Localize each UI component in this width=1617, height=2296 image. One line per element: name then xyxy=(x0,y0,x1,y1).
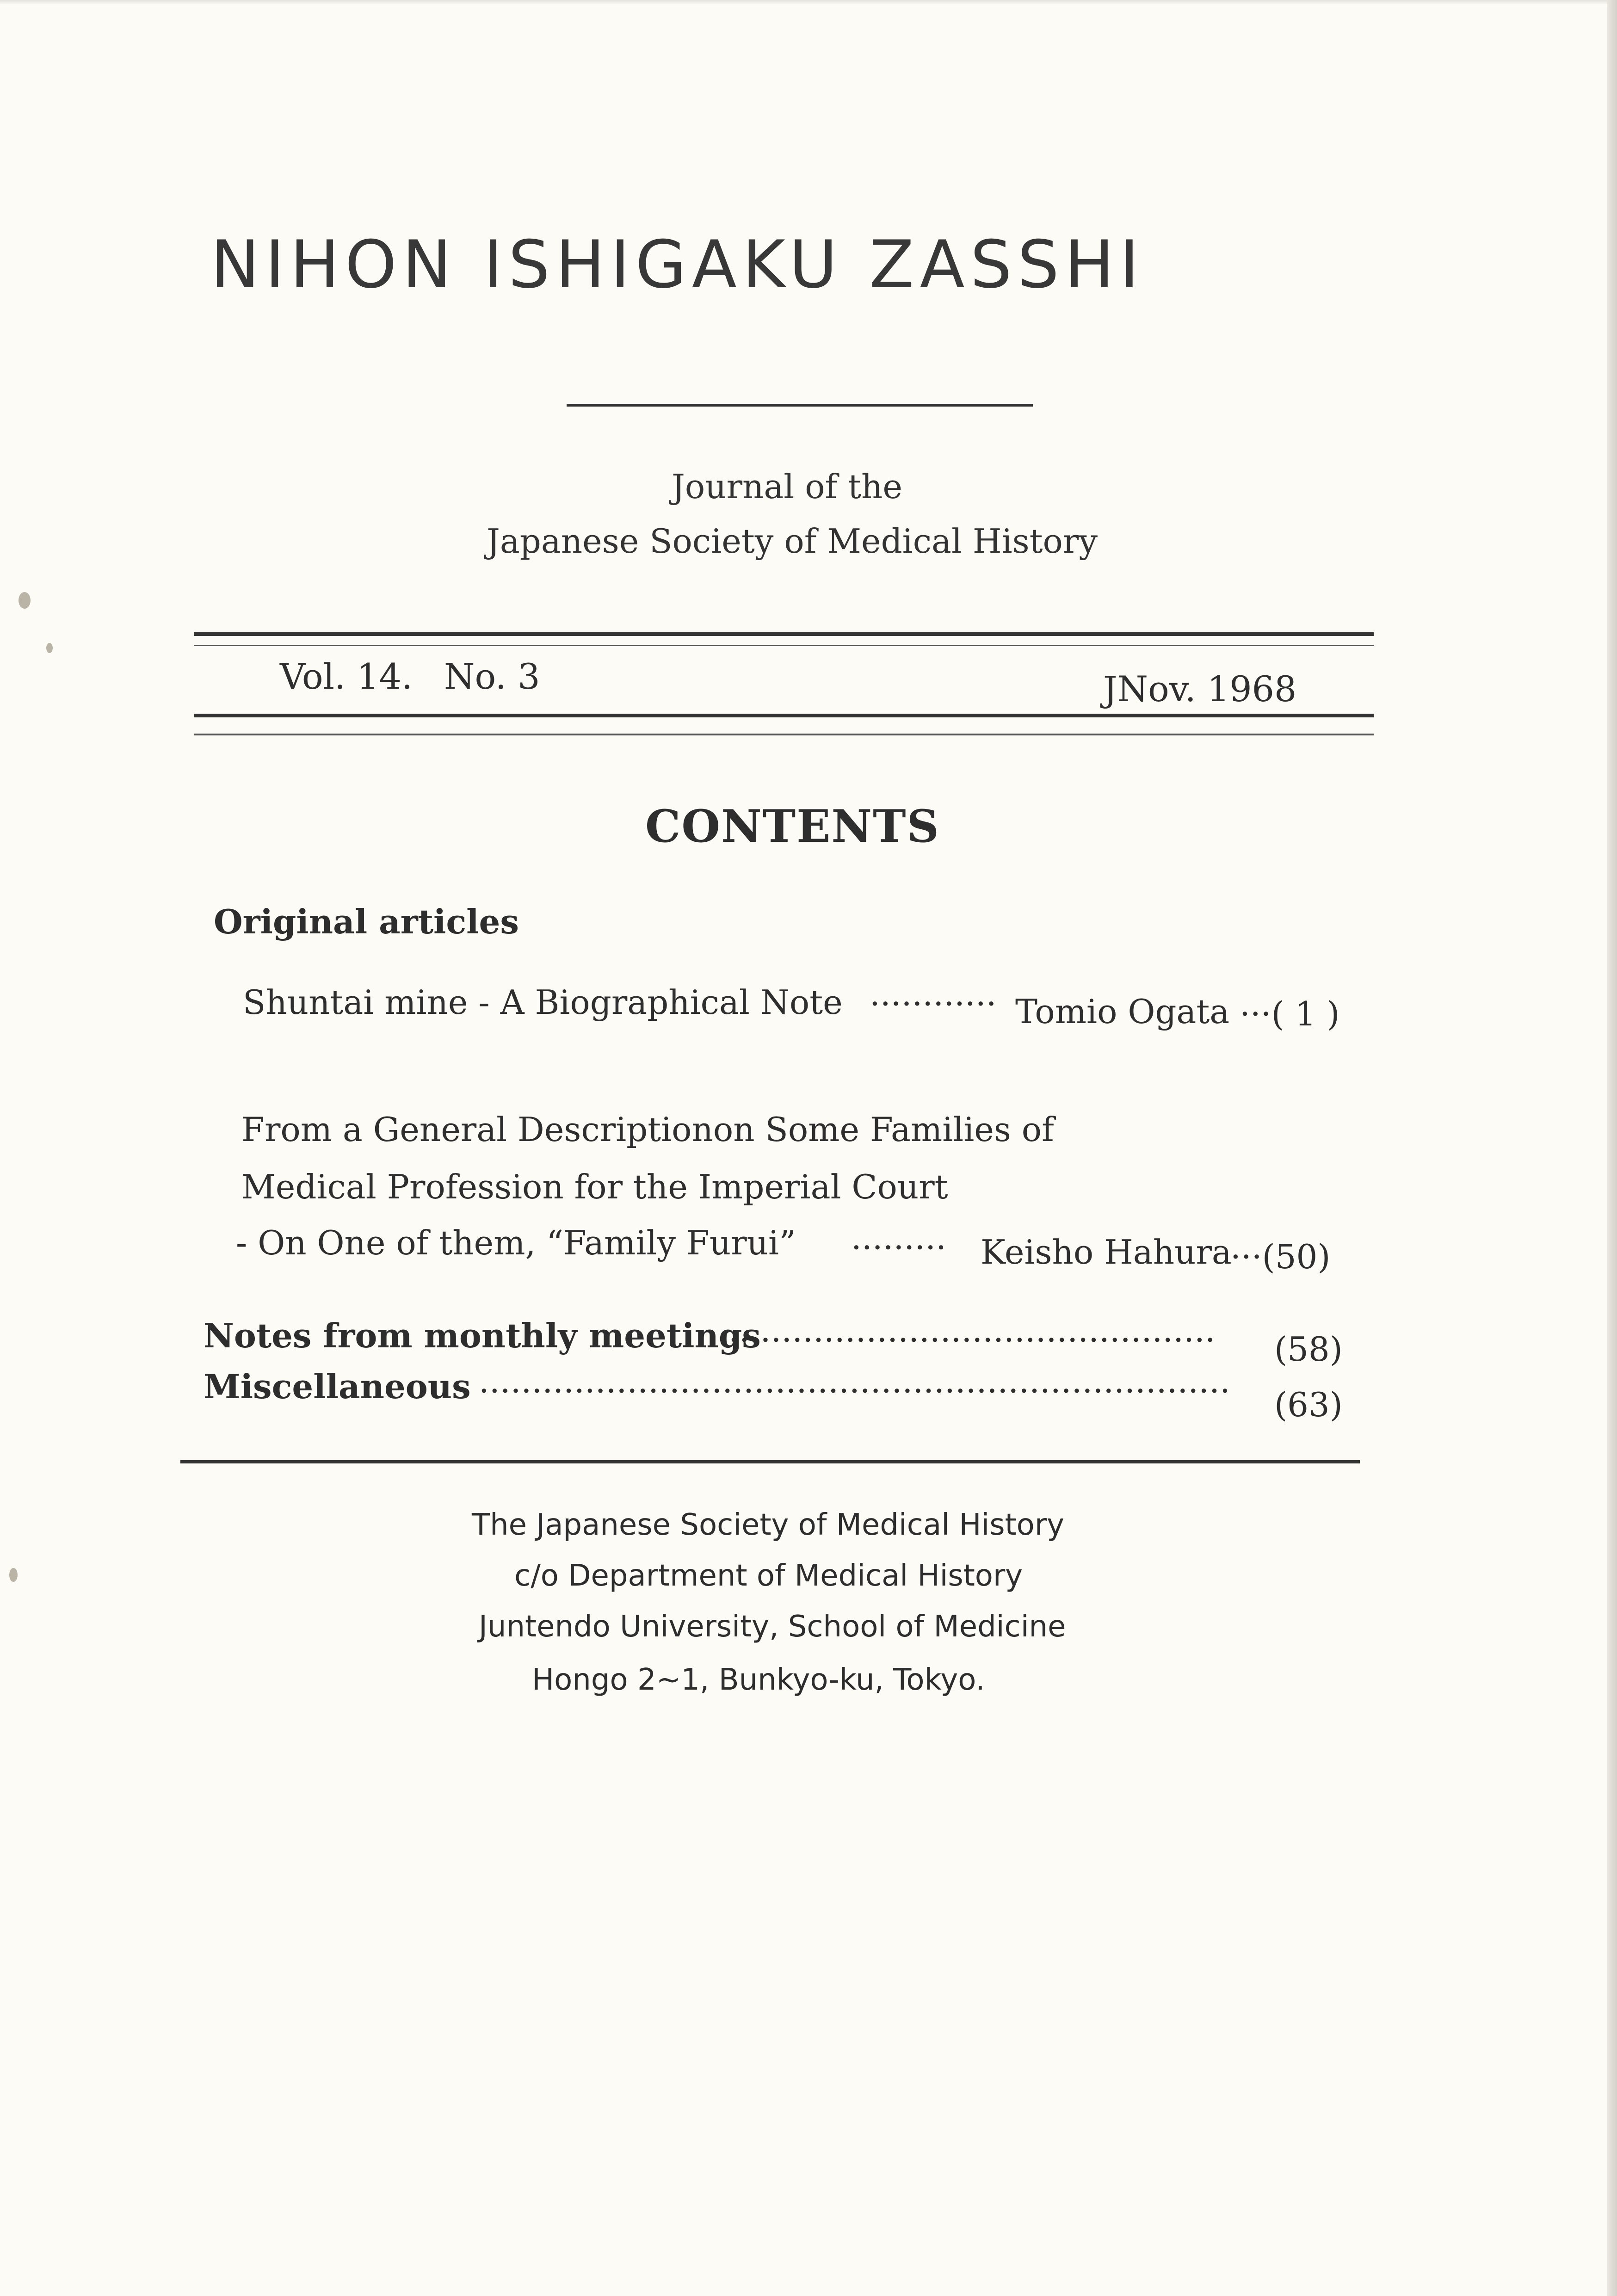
publisher-line4: Hongo 2~1, Bunkyo-ku, Tokyo. xyxy=(532,1663,985,1697)
article1-author: Tomio Ogata xyxy=(1015,992,1230,1031)
article2-title-line2: Medical Profession for the Imperial Court xyxy=(241,1167,948,1206)
notes-leader: ·············································· xyxy=(728,1321,1216,1359)
journal-title: NIHON ISHIGAKU ZASSHI xyxy=(210,227,1145,303)
issue-band-top-rule xyxy=(194,632,1374,636)
issue-date: JNov. 1968 xyxy=(1103,668,1297,710)
publisher-line1: The Japanese Society of Medical History xyxy=(472,1508,1064,1542)
publisher-line3: Juntendo University, School of Medicine xyxy=(479,1610,1066,1644)
article2-author: Keisho Hahura xyxy=(981,1233,1232,1271)
misc-leader: ······································································· xyxy=(479,1371,1230,1410)
paper-speck xyxy=(46,643,53,653)
notes-label: Notes from monthly meetings xyxy=(204,1316,761,1355)
issue-band-bottom-rule xyxy=(194,714,1374,717)
notes-page: (58) xyxy=(1274,1330,1343,1369)
journal-subtitle-line2: Japanese Society of Medical History xyxy=(487,522,1098,561)
issue-number: No. 3 xyxy=(444,656,540,697)
issue-volume: Vol. 14. xyxy=(280,656,413,697)
issue-band-top-rule-thin xyxy=(194,645,1374,646)
misc-page: (63) xyxy=(1274,1385,1343,1424)
paper-speck xyxy=(9,1568,18,1582)
contents-heading: CONTENTS xyxy=(645,800,940,852)
paper-speck xyxy=(19,592,31,609)
section-original-articles: Original articles xyxy=(214,902,519,941)
article2-page: ···(50) xyxy=(1230,1237,1331,1276)
publisher-line2: c/o Department of Medical History xyxy=(514,1559,1023,1593)
contents-bottom-rule xyxy=(180,1460,1360,1463)
article2-title-line3: - On One of them, “Family Furui” xyxy=(236,1223,796,1262)
misc-label: Miscellaneous xyxy=(204,1367,471,1406)
article1-title: Shuntai mine - A Biographical Note xyxy=(243,983,843,1022)
article2-title-line1: From a General Descriptionon Some Families of xyxy=(241,1110,1054,1149)
journal-subtitle-line1: Journal of the xyxy=(672,467,903,506)
page-right-edge xyxy=(1607,0,1617,2296)
page-top-edge xyxy=(0,0,1617,5)
article2-leader: ········· xyxy=(851,1228,946,1267)
article1-leader: ············ xyxy=(870,984,997,1023)
article1-page: ···( 1 ) xyxy=(1240,994,1340,1033)
title-underline xyxy=(567,404,1033,407)
issue-band-bottom-rule-thin xyxy=(194,734,1374,735)
